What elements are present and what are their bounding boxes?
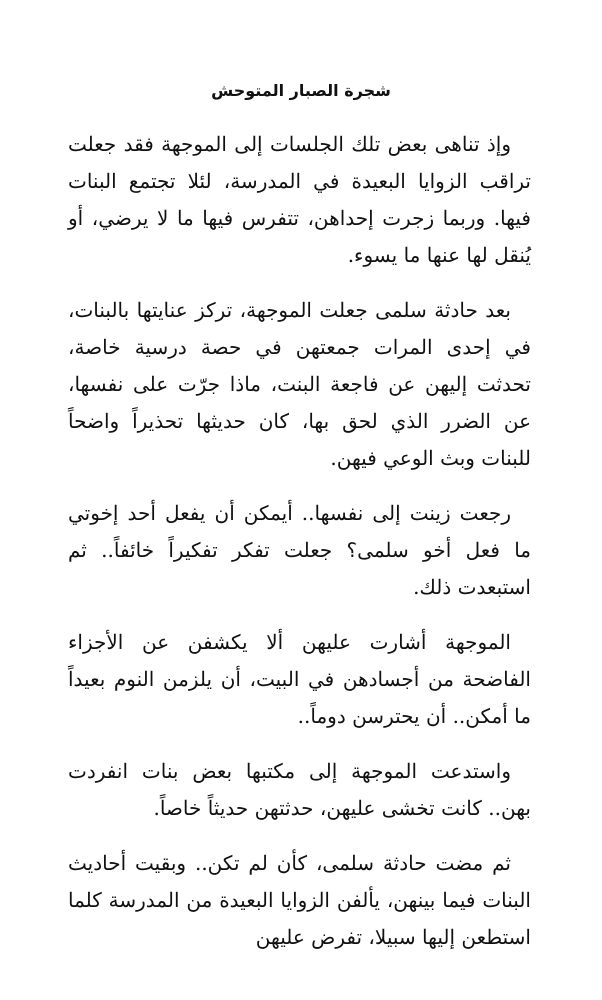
paragraph: ثم مضت حادثة سلمى، كأن لم تكن.. وبقيت أحاديث البنات فيما بينهن، يألفن الزوايا البعيدة من المدرسة كلما استطعن إليها سبيلا، تفرض عليهن	[68, 851, 531, 949]
body-text	[68, 126, 531, 974]
paragraph: رجعت زينت إلى نفسها.. أيمكن أن يفعل أحد إخوتي ما فعل أخو سلمى؟ جعلت تفكر تفكيراً خائفاً.. ثم استبعدت ذلك.	[68, 501, 531, 599]
page-title: شجرة الصبار المتوحش	[211, 81, 391, 100]
paragraph: بعد حادثة سلمى جعلت الموجهة، تركز عنايتها بالبنات، في إحدى المرات جمعتهن في حصة درسية خاصة، تحدثت إليهن عن فاجعة البنت، ماذا جرّت على نفسها، عن الضرر الذي لحق بها، كان حديثها تحذيراً واضحاً للبنات وبث الوعي فيهن.	[68, 298, 531, 470]
paragraph: واستدعت الموجهة إلى مكتبها بعض بنات انفردت بهن.. كانت تخشى عليهن، حدثتهن حديثاً خاصاً.	[68, 759, 531, 820]
paragraph: الموجهة أشارت عليهن ألا يكشفن عن الأجزاء الفاضحة من أجسادهن في البيت، أن يلزمن النوم بعيداً ما أمكن.. أن يحترسن دوماً..	[68, 630, 531, 728]
paragraph: وإذ تناهى بعض تلك الجلسات إلى الموجهة فقد جعلت تراقب الزوايا البعيدة في المدرسة، لئلا تجتمع البنات فيها. وربما زجرت إحداهن، تتفرس فيها ما لا يرضي، أو يُنقل لها عنها ما يسوء.	[68, 132, 531, 267]
